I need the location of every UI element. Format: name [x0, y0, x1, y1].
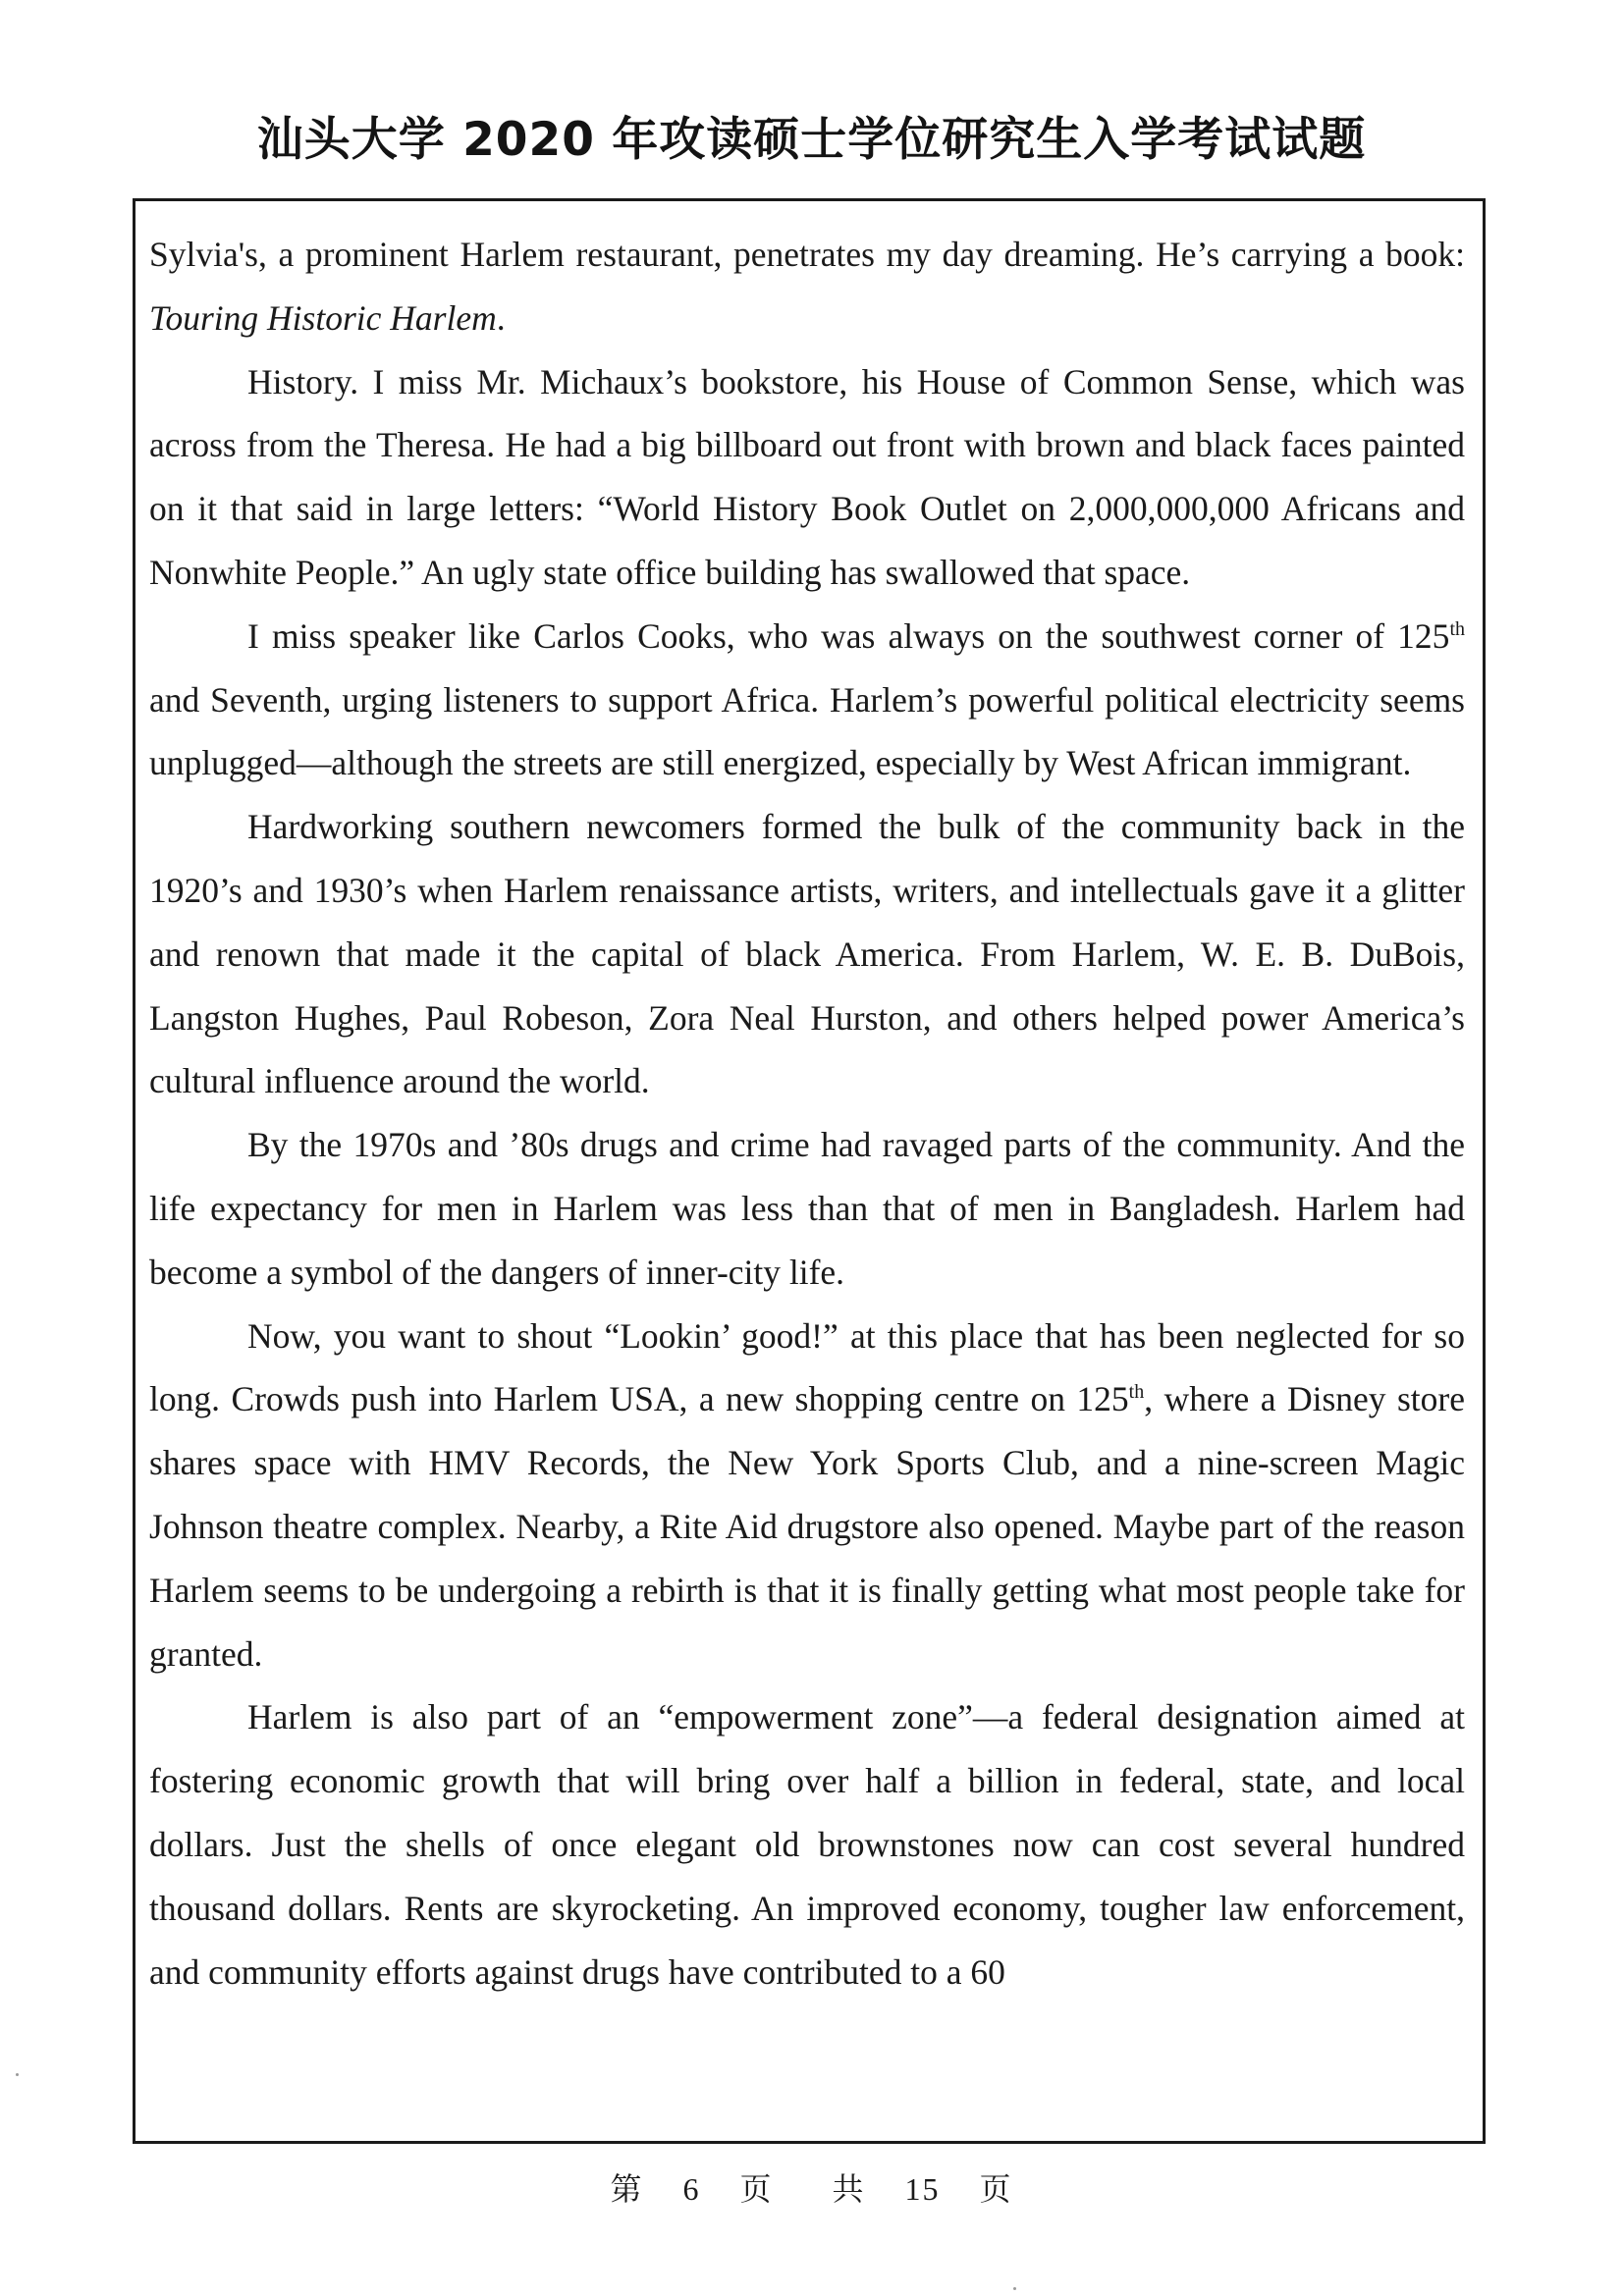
paragraph-5: By the 1970s and ’80s drugs and crime had ravaged parts of the community. And the life expectancy for men in Harlem was less than that of men in Bangladesh. Harlem had become a symbol of the dangers of inner-city life. [149, 1125, 1465, 1292]
paragraph-3 [149, 605, 1465, 795]
paragraph-1-end: . [496, 297, 506, 338]
paragraph-2: History. I miss Mr. Michaux’s bookstore, his House of Common Sense, which was across from the Theresa. He had a big billboard out front with brown and black faces painted on it that said in large letters: “World History Book Outlet on 2,000,000,000 Africans and Nonwhite People.” An ugly state office building has swallowed that space. [149, 361, 1465, 592]
page-current: 6 [682, 2171, 701, 2207]
paragraph-3-end: and Seventh, urging listeners to support Africa. Harlem’s powerful political electricity seems unplugged—although the streets are still energized, especially by West African immigrant. [149, 679, 1465, 783]
footer-label-ye: 页 [739, 2171, 774, 2207]
page-footer [0, 2164, 1623, 2210]
scan-speck [1013, 2287, 1016, 2290]
paragraph-1-start: Sylvia's, a prominent Harlem restaurant, penetrates my day dreaming. He’s carrying a book: [149, 235, 1465, 274]
paragraph-7: Harlem is also part of an “empowerment zone”—a federal designation aimed at fostering economic growth that will bring over half a billion in federal, state, and local dollars. Just the shells of once elegant old brownstones now can cost several hundred thousand dollars. Rents are skyrocketing. An improved economy, tougher law enforcement, and community efforts against drugs have contributed to a 60 [149, 1697, 1465, 1992]
paragraph-3-start: I miss speaker like Carlos Cooks, who was always on the southwest corner of 125 [247, 615, 1450, 656]
scan-speck [16, 2073, 19, 2076]
exam-title: 汕头大学 2020 年攻读硕士学位研究生入学考试试题 [256, 113, 1367, 167]
superscript-th: th [1449, 617, 1465, 640]
footer-label-di: 第 [610, 2171, 644, 2207]
superscript-th: th [1128, 1381, 1145, 1404]
paragraph-4: Hardworking southern newcomers formed the bulk of the community back in the 1920’s and 1930’s when Harlem renaissance artists, writers, and intellectuals gave it a glitter and renown that made it the capital of black America. From Harlem, W. E. B. DuBois, Langston Hughes, Paul Robeson, Zora Neal Hurston, and others helped power America’s cultural influence around the world. [149, 807, 1465, 1101]
page-total: 15 [904, 2171, 941, 2207]
footer-label-ye-2: 页 [979, 2171, 1013, 2207]
paragraph-1 [149, 223, 1465, 350]
paragraph-6-start: Now, you want to shout “Lookin’ good!” at this place that has been neglected for so long. Crowds push into Harlem USA, a new shopping centre on 125 [149, 1315, 1465, 1419]
paragraph-6 [149, 1305, 1465, 1686]
passage-frame [133, 198, 1486, 2144]
book-title: Touring Historic Harlem [149, 297, 497, 338]
footer-label-gong: 共 [832, 2171, 866, 2207]
paragraph-6-end: , where a Disney store shares space with HMV Records, the New York Sports Club, and a nine-screen Magic Johnson theatre complex. Nearby, a Rite Aid drugstore also opened. Maybe part of the reason Harlem seems to be undergoing a rebirth is that it is finally getting what most people take for granted. [149, 1379, 1466, 1674]
